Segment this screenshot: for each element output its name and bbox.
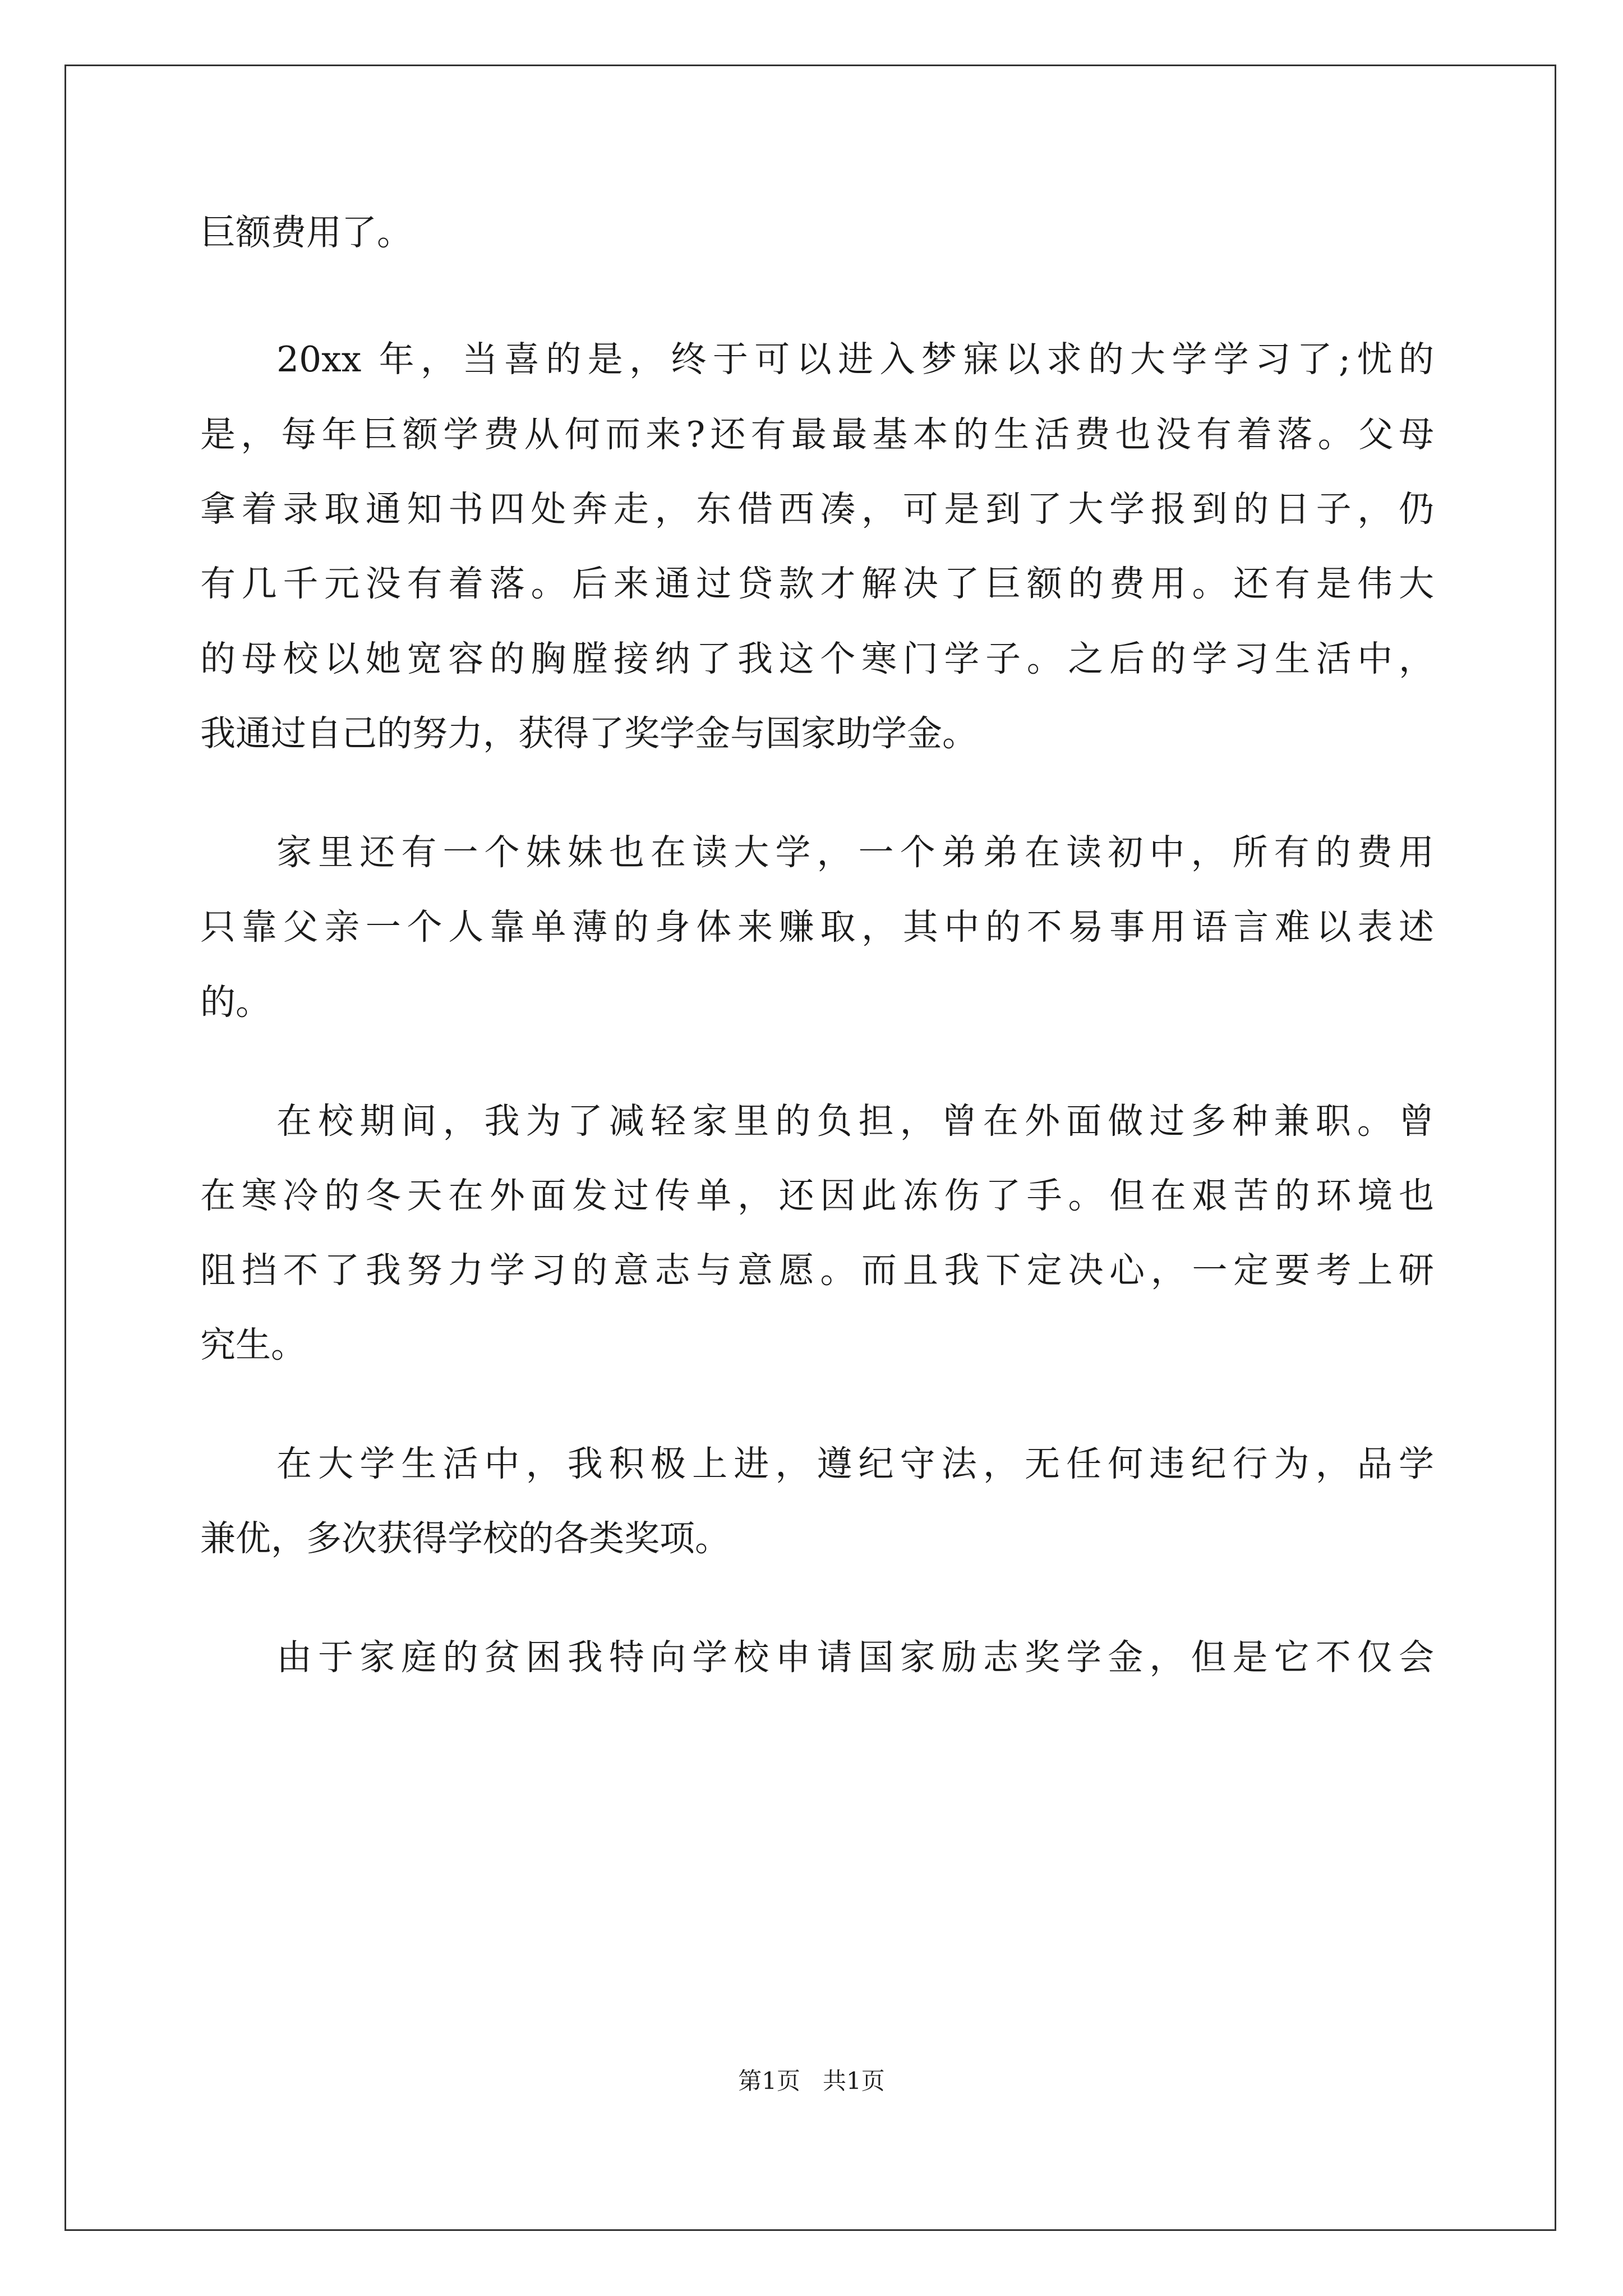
text-line: 我通过自己的努力，获得了奖学金与国家助学金。 bbox=[200, 713, 978, 754]
text-line: 巨额费用了。 bbox=[200, 212, 412, 253]
paragraph-first-line: 家里还有一个妹妹也在读大学，一个弟弟在读初中，所有的费用 bbox=[276, 832, 1434, 873]
text-line: 只靠父亲一个人靠单薄的身体来赚取，其中的不易事用语言难以表述 bbox=[200, 907, 1434, 947]
text-line: 拿着录取通知书四处奔走，东借西凑，可是到了大学报到的日子，仍 bbox=[200, 489, 1434, 530]
paragraph-first-line: 由于家庭的贫困我特向学校申请国家励志奖学金，但是它不仅会 bbox=[276, 1637, 1434, 1678]
text-line: 的。 bbox=[200, 982, 271, 1023]
text-line: 有几千元没有着落。后来通过贷款才解决了巨额的费用。还有是伟大 bbox=[200, 563, 1434, 604]
text-line: 是，每年巨额学费从何而来?还有最最基本的生活费也没有着落。父母 bbox=[200, 414, 1434, 455]
text-line: 究生。 bbox=[200, 1324, 306, 1365]
paragraph-first-line: 在校期间，我为了减轻家里的负担，曾在外面做过多种兼职。曾 bbox=[276, 1101, 1434, 1142]
text-line: 兼优，多次获得学校的各类奖项。 bbox=[200, 1518, 730, 1559]
paragraph-first-line: 20xx 年，当喜的是，终于可以进入梦寐以求的大学学习了;忧的 bbox=[276, 339, 1434, 380]
paragraph-first-line: 在大学生活中，我积极上进，遵纪守法，无任何违纪行为，品学 bbox=[276, 1443, 1434, 1484]
text-line: 在寒冷的冬天在外面发过传单，还因此冻伤了手。但在艰苦的环境也 bbox=[200, 1175, 1434, 1216]
text-line: 阻挡不了我努力学习的意志与意愿。而且我下定决心，一定要考上研 bbox=[200, 1250, 1434, 1291]
page-number-footer: 第1页 共1页 bbox=[738, 2067, 885, 2095]
text-line: 的母校以她宽容的胸膛接纳了我这个寒门学子。之后的学习生活中， bbox=[200, 638, 1434, 679]
